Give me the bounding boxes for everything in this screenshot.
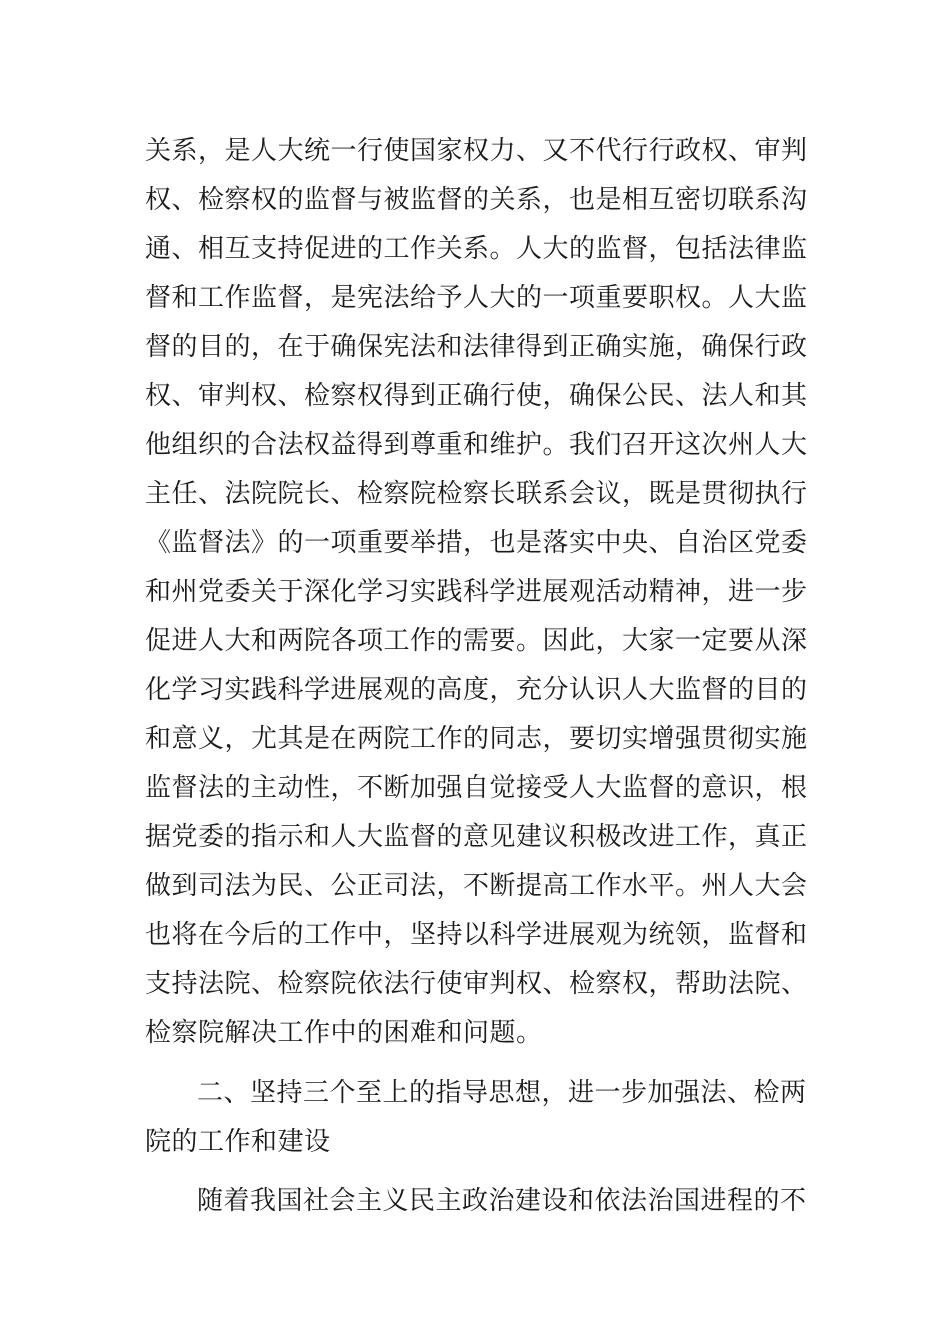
text-line: 也将在今后的工作中，坚持以科学进展观为统领，监督和 [145,920,808,950]
text-line: 检察院解决工作中的困难和问题。 [145,1018,543,1048]
text-line: 支持法院、检察院依法行使审判权、检察权，帮助法院、 [145,969,808,999]
text-line: 关系，是人大统一行使国家权力、又不代行行政权、审判 [145,136,808,166]
text-line: 督和工作监督，是宪法给予人大的一项重要职权。人大监 [145,283,808,313]
text-line: 通、相互支持促进的工作关系。人大的监督，包括法律监 [145,234,808,264]
text-line: 监督法的主动性，不断加强自觉接受人大监督的意识，根 [145,773,808,803]
text-line: 和意义，尤其是在两院工作的同志，要切实增强贯彻实施 [145,724,808,754]
text-line: 权、检察权的监督与被监督的关系，也是相互密切联系沟 [145,185,808,215]
text-line: 《监督法》的一项重要举措，也是落实中央、自治区党委 [145,528,808,558]
text-line: 权、审判权、检察权得到正确行使，确保公民、法人和其 [145,381,808,411]
text-line: 促进人大和两院各项工作的需要。因此，大家一定要从深 [145,626,808,656]
text-line: 化学习实践科学进展观的高度，充分认识人大监督的目的 [145,675,808,705]
text-line: 据党委的指示和人大监督的意见建议积极改进工作，真正 [145,822,808,852]
section-heading-line: 院的工作和建设 [145,1127,331,1157]
text-line: 督的目的，在于确保宪法和法律得到正确实施，确保行政 [145,332,808,362]
text-line: 做到司法为民、公正司法，不断提高工作水平。州人大会 [145,871,808,901]
text-line: 和州党委关于深化学习实践科学进展观活动精神，进一步 [145,577,808,607]
text-line: 随着我国社会主义民主政治建设和依法治国进程的不 [197,1186,807,1216]
section-heading-line: 二、坚持三个至上的指导思想，进一步加强法、检两 [197,1078,807,1108]
text-line: 他组织的合法权益得到尊重和维护。我们召开这次州人大 [145,430,808,460]
text-line: 主任、法院院长、检察院检察长联系会议，既是贯彻执行 [145,479,808,509]
